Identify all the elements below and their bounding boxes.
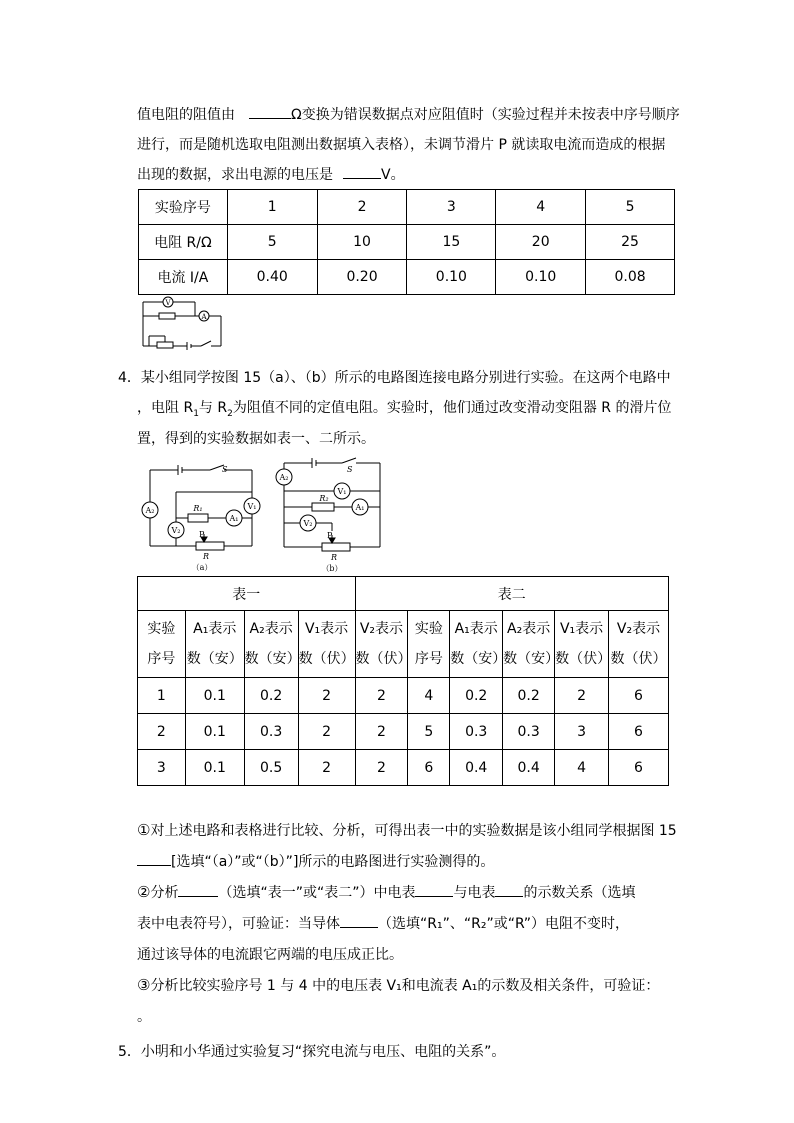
column-header: A₂表示 数（安） — [503, 611, 555, 678]
rheostat-label: R — [330, 553, 338, 562]
switch-label: S — [347, 465, 353, 474]
q4-subquestion-1-cont: [选填“（a）”或“（b）”]所示的电路图进行实验测得的。 — [137, 851, 494, 871]
q3-line-3: 出现的数据，求出电源的电压是 V。 — [137, 164, 405, 184]
ammeter-a2-label: A₂ — [145, 506, 155, 515]
table-row: 电流 I/A 0.40 0.20 0.10 0.10 0.08 — [139, 260, 675, 295]
q3-data-table — [138, 189, 675, 295]
resistor-r1-label: R₁ — [193, 504, 203, 513]
resistor-r2-label: R₂ — [319, 494, 329, 503]
circuit-diagram-b — [272, 455, 392, 573]
voltmeter-v2-label: V₂ — [303, 519, 313, 528]
column-header: V₂表示 数（伏） — [609, 611, 669, 678]
table-group-header-row — [138, 577, 669, 611]
rheostat-label: R — [202, 552, 210, 561]
table-row: 3 0.1 0.5 2 2 6 0.4 0.4 4 6 — [138, 750, 669, 786]
column-header: 实验 序号 — [408, 611, 450, 678]
column-header: V₁表示 数（伏） — [298, 611, 355, 678]
q4-line-3: 置，得到的实验数据如表一、二所示。 — [137, 431, 375, 447]
ammeter-a2-label: A₂ — [279, 473, 289, 482]
q5-line: 5．小明和小华通过实验复习“探究电流与电压、电阻的关系”。 — [118, 1044, 506, 1060]
q4-data-table — [137, 576, 669, 786]
table-row: 电阻 R/Ω 5 10 15 20 25 — [139, 225, 675, 260]
table-group-header: 表一 — [138, 577, 356, 611]
column-header: V₂表示 数（伏） — [355, 611, 408, 678]
q4-line-2: ，电阻 $R_1$与 $R_2$为阻值不同的定值电阻。实验时，他们通过改变滑动变阻器 R 的滑片位 — [137, 400, 672, 419]
ammeter-a1-label: A₁ — [229, 514, 239, 523]
figure-caption-b: （b） — [321, 564, 343, 573]
q4-subquestion-3-cont: 。 — [137, 1009, 151, 1025]
table-header-row — [138, 611, 669, 678]
column-header: V₁表示 数（伏） — [555, 611, 609, 678]
ammeter-symbol: A — [201, 313, 207, 321]
column-header: A₁表示 数（安） — [450, 611, 503, 678]
column-header: 实验 序号 — [138, 611, 186, 678]
slider-p-label: P — [327, 531, 333, 540]
voltmeter-symbol: V — [165, 299, 171, 307]
answer-blank[interactable] — [178, 882, 218, 897]
column-header: A₁表示 数（安） — [185, 611, 244, 678]
q4-line-1: 4．某小组同学按图 15（a）、（b）所示的电路图连接电路分别进行实验。在这两个电路中 — [118, 370, 671, 386]
answer-blank[interactable] — [137, 851, 171, 866]
q4-subquestion-2-cont2: 通过该导体的电流跟它两端的电压成正比。 — [137, 947, 403, 963]
answer-blank[interactable] — [495, 882, 523, 897]
slider-p-label: P — [199, 530, 205, 539]
q4-subquestion-2: ②分析 （选填“表一”或“表二”）中电表 与电表 的示数关系（选填 — [137, 883, 636, 901]
answer-blank[interactable] — [249, 104, 291, 119]
q3-line-1: 值电阻的阻值由 Ω变换为错误数据点对应阻值时（实验过程并未按表中序号顺序 — [137, 104, 680, 124]
voltmeter-v1-label: V₁ — [247, 502, 257, 511]
q4-subquestion-3: ③分析比较实验序号 1 与 4 中的电压表 V₁和电流表 A₁的示数及相关条件，可验证： — [137, 976, 660, 994]
table-group-header: 表二 — [355, 577, 669, 611]
table-row: 2 0.1 0.3 2 2 5 0.3 0.3 3 6 — [138, 714, 669, 750]
answer-blank[interactable] — [343, 164, 381, 179]
q3-line-2: 进行，而是随机选取电阻测出数据填入表格），未调节滑片 P 就读取电流而造成的根据 — [137, 137, 666, 153]
q4-subquestion-1: ①对上述电路和表格进行比较、分析，可得出表一中的实验数据是该小组同学根据图 15 — [137, 821, 677, 839]
table-row: 1 0.1 0.2 2 2 4 0.2 0.2 2 6 — [138, 678, 669, 714]
q3-circuit-diagram — [137, 296, 227, 354]
table-row: 实验序号 1 2 3 4 5 — [139, 190, 675, 225]
ammeter-a1-label: A₁ — [355, 503, 365, 512]
answer-blank[interactable] — [340, 913, 378, 928]
q4-subquestion-2-cont: 表中电表符号），可验证：当导体 （选填“R₁”、“R₂”或“R”）电阻不变时， — [137, 913, 629, 933]
figure-caption-a: （a） — [191, 563, 213, 572]
voltmeter-v2-label: V₂ — [171, 526, 181, 535]
switch-label: S — [222, 465, 228, 474]
circuit-diagram-a — [138, 462, 266, 574]
column-header: A₂表示 数（安） — [244, 611, 298, 678]
voltmeter-v1-label: V₁ — [337, 487, 347, 496]
answer-blank[interactable] — [415, 882, 453, 897]
